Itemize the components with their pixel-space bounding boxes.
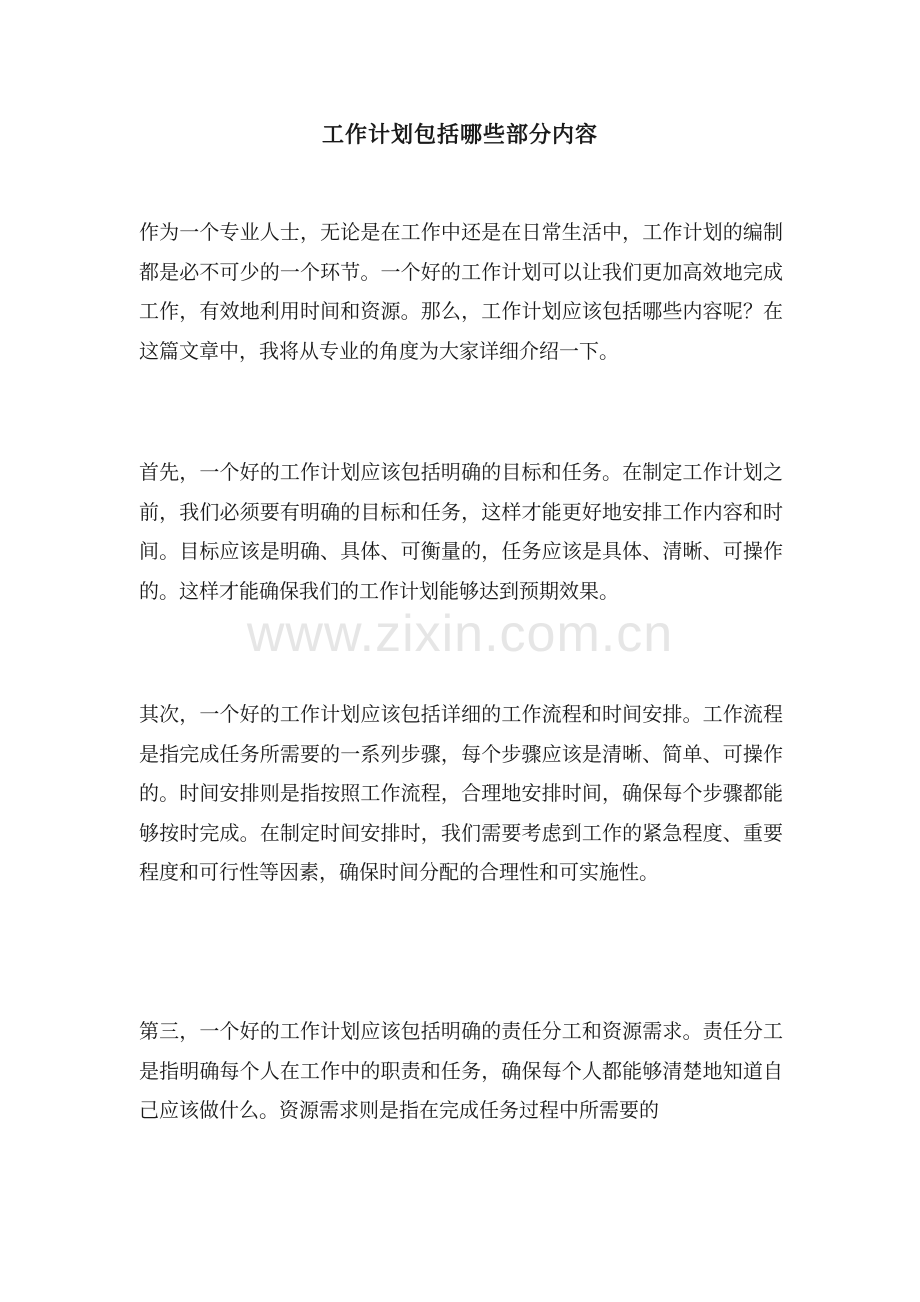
paragraph-second: 其次，一个好的工作计划应该包括详细的工作流程和时间安排。工作流程是指完成任务所需要的一系列步骤，每个步骤应该是清晰、简单、可操作的。时间安排则是指按照工作流程，合理地安排时间，确保每个步骤都能够按时完成。在制定时间安排时，我们需要考虑到工作的紧急程度、重要程度和可行性等因素，确保时间分配的合理性和可实施性。 — [139, 702, 783, 885]
watermark-text: www.zixin.com.cn — [246, 605, 674, 663]
document-title: 工作计划包括哪些部分内容 — [321, 123, 598, 148]
paragraph-intro: 作为一个专业人士，无论是在工作中还是在日常生活中，工作计划的编制都是必不可少的一个环节。一个好的工作计划可以让我们更加高效地完成工作，有效地利用时间和资源。那么，工作计划应该包括哪些内容呢？在这篇文章中，我将从专业的角度为大家详细介绍一下。 — [139, 220, 783, 363]
paragraph-third: 第三，一个好的工作计划应该包括明确的责任分工和资源需求。责任分工是指明确每个人在工作中的职责和任务，确保每个人都能够清楚地知道自己应该做什么。资源需求则是指在完成任务过程中所需要的 — [139, 1019, 783, 1123]
paragraph-first: 首先，一个好的工作计划应该包括明确的目标和任务。在制定工作计划之前，我们必须要有明确的目标和任务，这样才能更好地安排工作内容和时间。目标应该是明确、具体、可衡量的，任务应该是具体、清晰、可操作的。这样才能确保我们的工作计划能够达到预期效果。 — [139, 460, 783, 603]
